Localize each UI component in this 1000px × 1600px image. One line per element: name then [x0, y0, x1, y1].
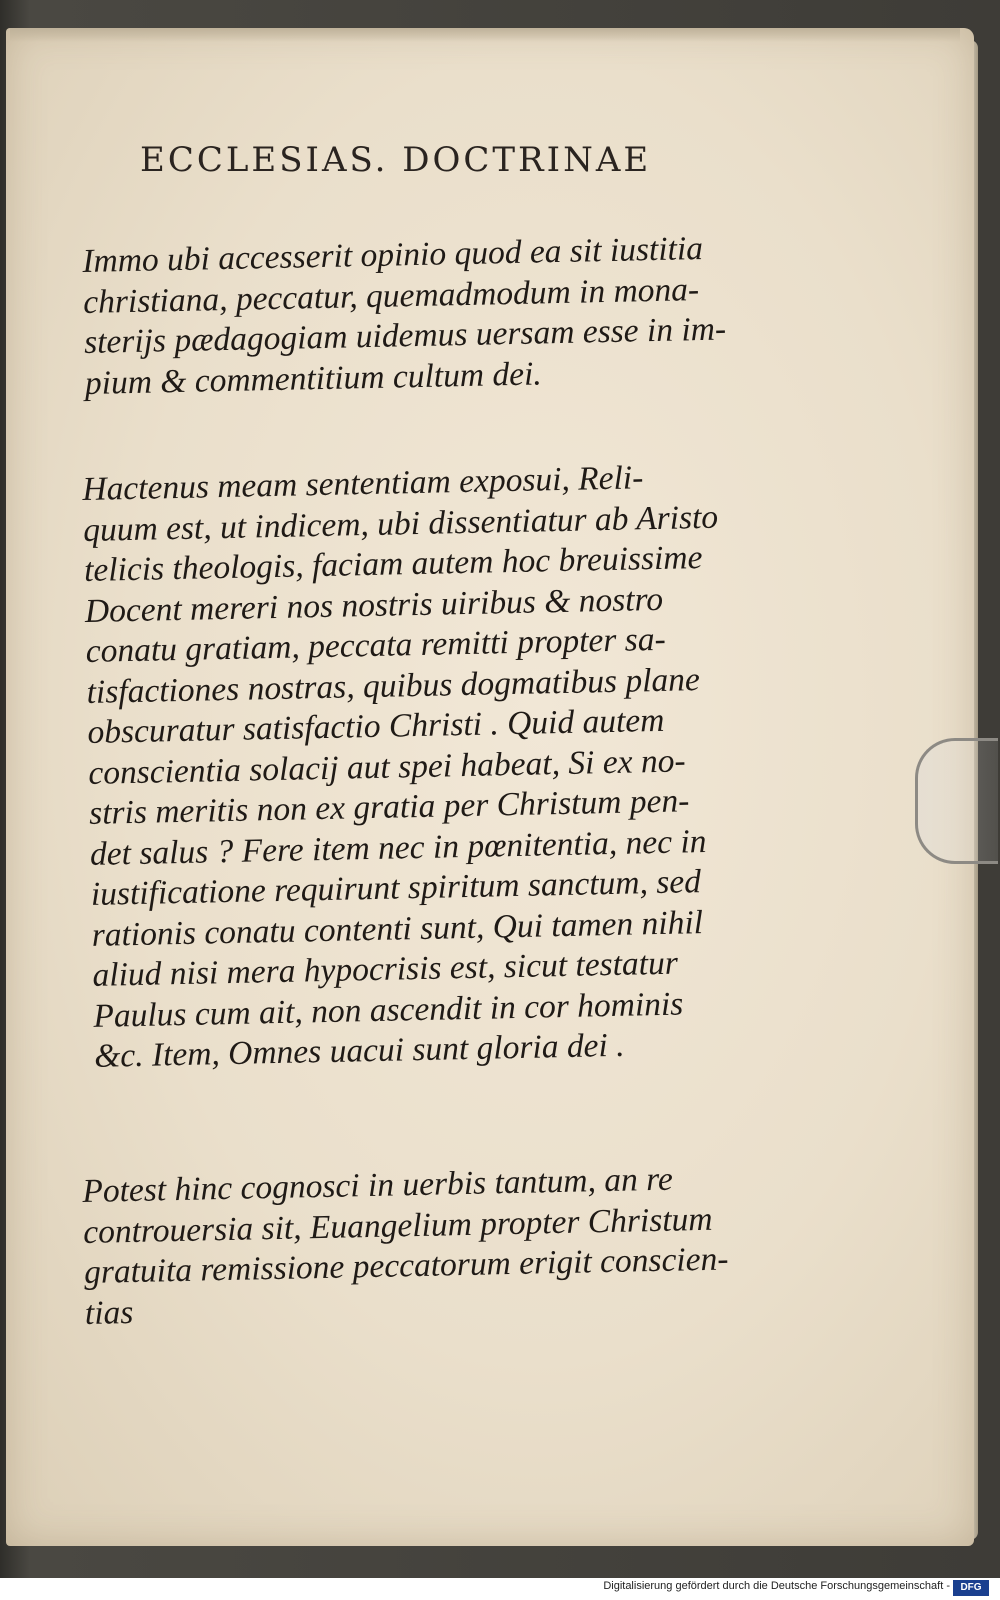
dfg-logo: DFG	[953, 1580, 989, 1596]
paragraph-3: Potest hinc cognosci in uerbis tantum, an re controuersia sit, Euangelium propter Christum gratuita remissione peccatorum erigit conscien- tias	[82, 1160, 729, 1332]
funding-credit: Digitalisierung gefördert durch die Deutsche Forschungsgemeinschaft -	[603, 1580, 950, 1592]
paragraph-1: Immo ubi accesserit opinio quod ea sit iustitia christiana, peccatur, quemadmodum in mona- sterijs pædagogiam uidemus uersam esse in im- pium & commentitium cultum dei.	[82, 230, 727, 402]
running-header: ECCLESIAS. DOCTRINAE	[140, 140, 652, 180]
paragraph-2: Hactenus meam sententiam exposui, Reli- quum est, ut indicem, ubi dissentiatur ab Aristo telicis theologis, faciam autem hoc breuissime Docent mereri nos nostris uiribus & nostro conatu gratiam, peccata remitti propter sa- tisfactiones nostras, quibus dogmatibus plane obscuratur satisfactio Christi . Quid autem conscientia solacij aut spei habeat, Si ex no- stris meritis non ex gratia per Christum pen- det salus ? Fere item nec in pœnitentia, nec in iustificatione requirunt spiritum sanctum, sed rationis conatu contenti sunt, Qui tamen nihil aliud nisi mera hypocrisis est, sicut testatur Paulus cum ait, non ascendit in cor hominis &c. Item, Omnes uacui sunt gloria dei .	[82, 459, 719, 1075]
page-fold-shadow	[10, 28, 960, 42]
page-clip	[915, 738, 998, 864]
